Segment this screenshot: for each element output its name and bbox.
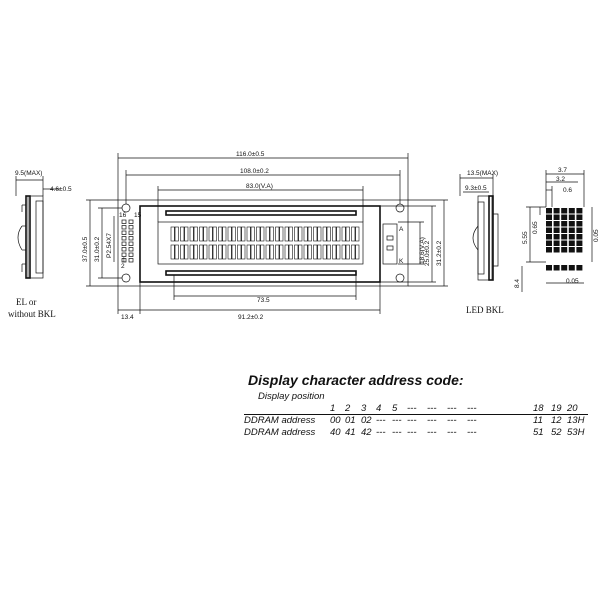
table-cell: 42 [361,427,372,438]
matrix-dot [546,265,552,271]
mount-hole [122,204,130,212]
matrix-dot [561,247,567,253]
matrix-dot [561,234,567,240]
table-cell: --- [467,415,477,426]
table-cell: 52 [551,427,562,438]
table-cell: 18 [533,403,544,414]
table-cell: 40 [330,427,341,438]
table-cell: --- [376,427,386,438]
table-cell: --- [392,427,402,438]
matrix-dot [569,234,575,240]
matrix-dot [554,215,560,221]
matrix-dot [576,228,582,234]
matrix-dot [561,265,567,271]
table-cell: 19 [551,403,562,414]
table-cell: --- [407,427,417,438]
matrix-dot [546,215,552,221]
table-cell: 3 [361,403,367,414]
detail-dim-3-7: 3.7 [558,167,568,174]
matrix-dot [569,215,575,221]
table-cell: --- [392,415,402,426]
pin-pad [129,259,133,263]
matrix-dot [576,265,582,271]
pin-label-1: 1 [122,257,126,264]
matrix-dot [561,241,567,247]
matrix-dot [546,247,552,253]
table-cell: --- [407,403,417,414]
backlight-pin-k: K [399,258,404,265]
pin-pad [129,220,133,224]
detail-dim-3-2: 3.2 [556,176,566,183]
matrix-dot [569,208,575,214]
pin-pad [122,253,126,257]
detail-dim-0-05-right: 0.05 [593,229,600,242]
row-label: DDRAM address [244,427,316,438]
matrix-dot [569,241,575,247]
matrix-dot [546,241,552,247]
table-cell: 12 [551,415,562,426]
dim-pin-pitch: P2.54X7 [106,233,113,258]
mount-hole [122,274,130,282]
dim-body-height: 25.0±0.2 [424,240,431,266]
table-cell: 01 [345,415,356,426]
left-side-view [8,170,72,319]
table-cell: --- [467,427,477,438]
right-caption: LED BKL [466,305,504,315]
matrix-dot [561,208,567,214]
matrix-dot [569,247,575,253]
table-cell: 51 [533,427,544,438]
table-cell: 20 [567,403,578,414]
left-caption-line1: EL or [16,297,37,307]
pin-label-2: 2 [121,263,125,270]
detail-dim-8-4: 8.4 [514,278,521,288]
matrix-dot [554,234,560,240]
right-side-view [460,170,504,315]
table-cell: 02 [361,415,372,426]
matrix-dot [576,208,582,214]
detail-dim-0-65: 0.65 [532,221,539,234]
matrix-dot [546,221,552,227]
matrix-dot [554,247,560,253]
matrix-dot [576,247,582,253]
table-cell: 4 [376,403,382,414]
mount-hole [396,274,404,282]
dim-hole-pitch-height: 31.0±0.2 [94,236,101,262]
pin-pad [129,237,133,241]
matrix-dot [554,265,560,271]
pin-pad [122,226,126,230]
matrix-dot [554,228,560,234]
detail-dim-0-05-bottom: 0.05 [566,278,579,285]
dim-view-area-height: 18.6(V.A) [419,237,426,264]
detail-dim-0-6: 0.6 [563,187,573,194]
display-position-caption: Display position [258,391,325,402]
dim-mount-hole-pitch: 108.0±0.2 [240,168,269,175]
ddram-row-1 [244,415,594,427]
matrix-dot [576,221,582,227]
table-cell: --- [427,415,437,426]
ddram-row-2 [244,427,594,439]
table-cell: --- [407,415,417,426]
table-cell: 1 [330,403,336,414]
detail-dim-5-55: 5.55 [522,231,529,244]
matrix-dot [569,228,575,234]
dim-module-outline: 91.2±0.2 [238,314,264,321]
character-dot-detail [514,167,600,292]
pin-pad [129,253,133,257]
pin-pad [122,231,126,235]
pin-pad [129,226,133,230]
pin-pad [129,242,133,246]
dim-view-area-width: 83.0(V.A) [246,183,273,190]
dim-left-offset: 13.4 [121,314,134,321]
pin-label-16: 16 [119,212,127,219]
table-cell: --- [427,403,437,414]
right-dim-thickness: 13.5(MAX) [467,170,499,177]
pin-pad [122,220,126,224]
left-dim-thickness: 9.5(MAX) [15,170,43,177]
table-cell: 5 [392,403,398,414]
table-cell: 00 [330,415,341,426]
dim-overall-height: 37.0±0.5 [82,236,89,262]
pin-header [122,220,133,262]
row-label: DDRAM address [244,415,316,426]
address-code-table [244,372,594,439]
dim-height-right: 31.2±0.2 [436,240,443,266]
matrix-dot [561,221,567,227]
backlight-pin-a: A [399,226,404,233]
mount-hole [396,204,404,212]
pin-pad [122,237,126,241]
table-cell: 41 [345,427,356,438]
matrix-dot [569,221,575,227]
matrix-dot [569,265,575,271]
front-view [82,151,448,321]
table-cell: --- [427,427,437,438]
table-cell: --- [447,403,457,414]
dim-overall-width: 116.0±0.5 [236,151,265,158]
table-cell: 53H [567,427,585,438]
character-cells [171,227,359,259]
table-cell: --- [447,427,457,438]
table-cell: 2 [345,403,351,414]
table-cell: --- [376,415,386,426]
matrix-dot [554,221,560,227]
table-cell: --- [447,415,457,426]
matrix-dot [576,215,582,221]
dot-matrix [546,208,582,271]
table-cell: --- [467,403,477,414]
pin-label-15: 15 [134,212,142,219]
matrix-dot [576,234,582,240]
table-cell: 13H [567,415,585,426]
dim-active-area-width: 73.5 [257,297,270,304]
matrix-dot [554,208,560,214]
left-caption-line2: without BKL [8,309,56,319]
table-cell: 11 [533,415,543,426]
matrix-dot [554,241,560,247]
pin-pad [129,248,133,252]
address-table-title: Display character address code: [248,372,464,388]
left-dim-offset: 4.6±0.5 [50,186,72,193]
matrix-dot [546,208,552,214]
matrix-dot [561,215,567,221]
position-header-row [244,403,588,415]
matrix-dot [546,228,552,234]
matrix-dot [546,234,552,240]
matrix-dot [576,241,582,247]
matrix-dot [561,228,567,234]
pin-pad [129,231,133,235]
right-dim-offset: 9.3±0.5 [465,185,487,192]
pin-pad [122,248,126,252]
pin-pad [122,242,126,246]
